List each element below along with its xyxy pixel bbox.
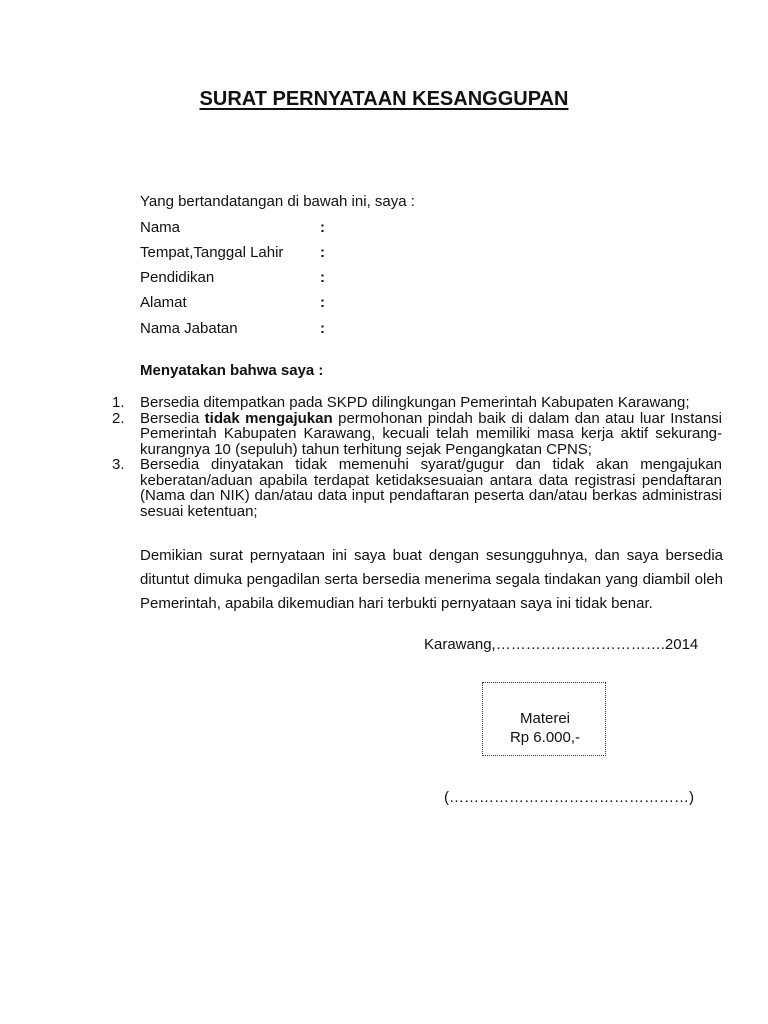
list-item-text-pre: Bersedia (140, 409, 205, 427)
list-item-text (140, 411, 722, 458)
list-item (112, 395, 722, 411)
document-title: SURAT PERNYATAAN KESANGGUPAN (199, 88, 569, 110)
stamp-box (482, 682, 606, 756)
list-item-text: Bersedia dinyatakan tidak memenuhi syarat/gugur dan tidak akan mengajukan keberatan/aduan apabila terdapat ketidaksesuaian antara data registrasi pendaftaran (Nama dan NIK) dan/atau data input pendaftaran peserta dan/atau berkas administrasi sesuai ketentuan; (140, 456, 722, 520)
field-colon: : (320, 219, 325, 236)
list-item-text-post: permohonan pindah baik di dalam dan atau luar Instansi Pemerintah Kabupaten Karawang, kecuali telah memiliki masa kerja aktif sekurang-kurangnya 10 (sepuluh) tahun terhitung sejak Pengangkatan CPNS; (140, 409, 722, 458)
statement-heading: Menyatakan bahwa saya : (140, 362, 324, 379)
closing-paragraph (140, 544, 723, 616)
list-item-text: Bersedia ditempatkan pada SKPD dilingkungan Pemerintah Kabupaten Karawang; (140, 394, 690, 411)
list-item-number: 3. (112, 456, 125, 473)
field-label: Alamat (140, 294, 187, 311)
list-item (112, 457, 722, 519)
field-nama-jabatan (140, 320, 440, 338)
statement-list (112, 395, 722, 519)
place-date: Karawang,…………………………….2014 (424, 636, 699, 653)
field-colon: : (320, 294, 325, 311)
field-label: Nama Jabatan (140, 320, 238, 337)
field-colon: : (320, 320, 325, 337)
list-item (112, 411, 722, 458)
field-colon: : (320, 244, 325, 261)
field-label: Tempat,Tanggal Lahir (140, 244, 284, 261)
field-nama (140, 219, 440, 237)
field-pendidikan (140, 269, 440, 287)
field-tempat-tanggal-lahir (140, 244, 440, 262)
field-label: Pendidikan (140, 269, 215, 286)
field-alamat (140, 294, 440, 312)
stamp-label: Materei (519, 710, 571, 727)
signature-line: (…………………………………………) (444, 789, 694, 806)
stamp-text (483, 709, 607, 747)
stamp-value: Rp 6.000,- (509, 729, 581, 746)
intro-text: Yang bertandatangan di bawah ini, saya : (140, 193, 415, 210)
field-label: Nama (140, 219, 181, 236)
list-item-number: 2. (112, 409, 125, 427)
closing-text: Demikian surat pernyataan ini saya buat dengan sesungguhnya, dan saya bersedia dituntut dimuka pengadilan serta bersedia menerima segala tindakan yang diambil oleh Pemerintah, apabila dikemudian hari terbukti pernyataan saya ini tidak benar. (140, 547, 723, 612)
field-colon: : (320, 269, 325, 286)
list-item-number: 1. (112, 394, 125, 411)
list-item-text-bold: tidak mengajukan (204, 409, 333, 427)
